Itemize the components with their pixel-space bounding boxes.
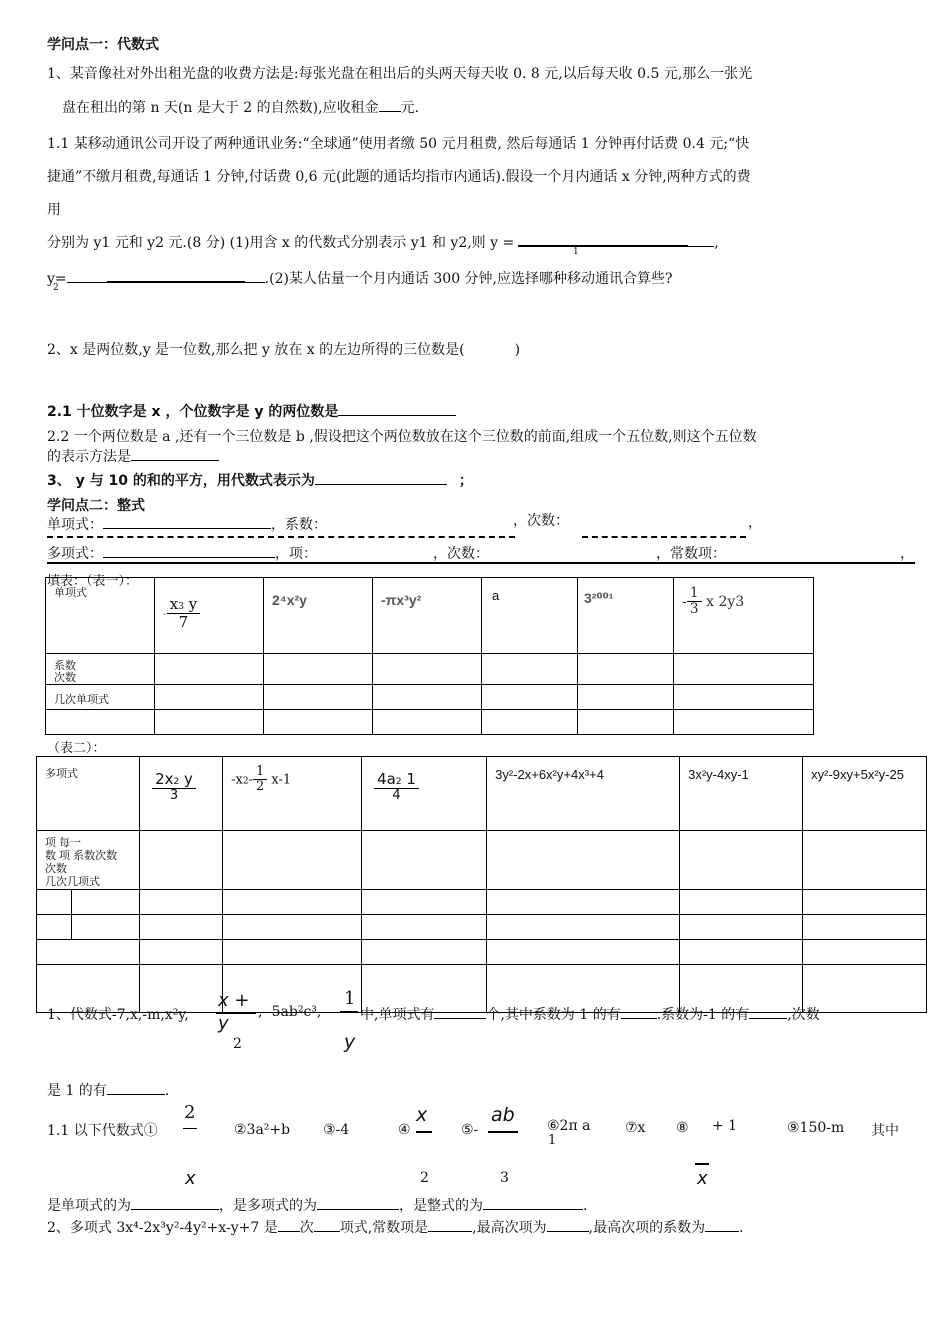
table-monomial xyxy=(45,577,814,735)
t2-blank-cell[interactable] xyxy=(223,940,362,965)
t2-blank-cell[interactable] xyxy=(362,890,487,915)
t2-blank-cell[interactable] xyxy=(487,915,680,940)
ex1-line1 xyxy=(47,1004,189,1024)
ex2-text-b: 次 xyxy=(299,1220,314,1236)
poly-blank[interactable] xyxy=(103,543,275,558)
t2-blank-cell[interactable] xyxy=(223,831,362,890)
q11-line3: 用 xyxy=(47,202,61,218)
t2-blank-cell xyxy=(37,915,72,940)
t2-blank-cell[interactable] xyxy=(487,831,680,890)
q21-text: 2.1 十位数字是 x ，个位数字是 y 的两位数是 xyxy=(47,404,339,420)
q22-line2 xyxy=(47,446,219,466)
t1-blank-cell[interactable] xyxy=(482,685,578,710)
poly-line xyxy=(47,543,317,563)
t2-blank-cell[interactable] xyxy=(362,915,487,940)
q22-blank[interactable] xyxy=(131,446,219,461)
t1-blank-cell[interactable] xyxy=(674,654,814,685)
y2-eq: = xyxy=(54,271,67,287)
t1-cell-6[interactable]: - $\frac{1}{3}$ x 2y3 xyxy=(674,578,814,654)
ex2-text-c: 项式,常数项是 xyxy=(339,1220,429,1236)
ex11-text-f2: 1 xyxy=(548,1133,557,1148)
ex11-text-k: 是单项式的为 xyxy=(47,1198,131,1214)
t1-blank-cell xyxy=(46,710,155,735)
ex11-frac4-num: x xyxy=(416,1104,428,1126)
ex11-blank-1[interactable] xyxy=(131,1195,219,1210)
t1-blank-cell[interactable] xyxy=(674,685,814,710)
t2-blank-cell[interactable] xyxy=(223,890,362,915)
ex2-blank-4[interactable] xyxy=(547,1217,589,1232)
ex11-frac5-bar xyxy=(488,1131,518,1133)
section1-title: 学问点一：代数式 xyxy=(47,37,159,53)
ex1-frac2-den: y xyxy=(344,1031,356,1053)
t2-blank-cell[interactable] xyxy=(803,965,927,1013)
section2-title: 学问点二：整式 xyxy=(47,498,145,514)
ex11-frac1-num: 2 xyxy=(184,1102,196,1123)
t1-blank-cell[interactable] xyxy=(578,654,674,685)
ex11-end: . xyxy=(583,1198,588,1214)
t2-blank-cell[interactable] xyxy=(487,890,680,915)
ex11-frac5-den: 3 xyxy=(500,1170,509,1186)
q2-text: 2、x 是两位数,y 是一位数,那么把 y 放在 x 的左边所得的三位数是( xyxy=(47,342,465,358)
ex11-text-g: ⑦x xyxy=(625,1120,646,1136)
t1-blank-cell[interactable] xyxy=(578,685,674,710)
t2-cell-6[interactable]: xy²-9xy+5x²y-25 xyxy=(803,757,927,831)
ex11-text-e: ⑤- xyxy=(461,1122,479,1138)
t1-cell-1[interactable]: - $\frac{x3 y}{7}$ xyxy=(155,578,264,654)
ex11-frac1-bar xyxy=(183,1128,197,1129)
t2-cell-1[interactable]: $\frac{2x2 y}{3}$ xyxy=(140,757,223,831)
t2-blank-cell[interactable] xyxy=(487,940,680,965)
t2-blank-cell[interactable] xyxy=(140,940,223,965)
ex11-text-a: 1.1 以下代数式① xyxy=(47,1123,158,1139)
t2-blank-cell[interactable] xyxy=(140,890,223,915)
ex1-end: . xyxy=(164,1083,170,1099)
q11-text2: .(2)某人估量一个月内通话 300 分钟,应选择哪种移动通讯合算些? xyxy=(264,271,673,287)
ex2-blank-2[interactable] xyxy=(314,1217,340,1232)
ex11-text-j: 其中 xyxy=(871,1123,899,1139)
ex11-text-i: ⑨150-m xyxy=(787,1120,845,1136)
q3-line xyxy=(47,470,473,490)
ex1-text-a: 1、代数式-7,x,-m,x²y, xyxy=(47,1007,189,1023)
t2-blank-cell[interactable] xyxy=(140,915,223,940)
t2-blank-cell[interactable] xyxy=(362,831,487,890)
t2-blank-cell xyxy=(72,915,140,940)
ex1-blank-4[interactable] xyxy=(107,1080,165,1095)
q21-line xyxy=(47,401,456,421)
ex11-blank-2[interactable] xyxy=(317,1195,399,1210)
ex1-frac-den: y xyxy=(218,1013,229,1034)
ex1-frac-num: x + xyxy=(218,990,250,1011)
ex1-text-b: , -5ab²c³, xyxy=(258,1004,322,1020)
q1-line1: 1、某音像社对外出租光盘的收费方法是:每张光盘在租出后的头两天每天收 0. 8 元,以后每天收 0.5 元,那么一张光 xyxy=(47,66,753,82)
ex11-blank-3[interactable] xyxy=(483,1195,583,1210)
t1-blank-cell[interactable] xyxy=(373,710,482,735)
ex2-end: . xyxy=(739,1220,744,1236)
t2-cell-3[interactable]: $\frac{4a2 1}{4}$ xyxy=(362,757,487,831)
ex1-text-d: 个,其中系数为 1 的有 xyxy=(486,1007,621,1023)
t1-cell-4[interactable]: a xyxy=(482,578,578,654)
ex11-frac4-bar xyxy=(416,1131,432,1133)
q22-line1: 2.2 一个两位数是 a ,还有一个三位数是 b ,假设把这个两位数放在这个三位数的前面,组成一个五位数,则这个五位数 xyxy=(47,429,757,445)
poly-deg-label: ，次数： xyxy=(433,545,489,561)
t2-blank-cell[interactable] xyxy=(803,940,927,965)
q11-text: 分别为 y1 元和 y2 元.(8 分) (1)用含 x 的代数式分别表示 y1 和 y2,则 y = xyxy=(47,235,515,251)
ex1-line2 xyxy=(47,1080,169,1100)
t1-cell-3[interactable]: -πx³y² xyxy=(373,578,482,654)
t1-blank-cell[interactable] xyxy=(674,710,814,735)
ex11-text-h: ⑧ xyxy=(676,1120,689,1136)
t1-blank-cell[interactable] xyxy=(373,654,482,685)
ex11-text-m: ，是整式的为 xyxy=(399,1198,483,1214)
ex11-frac1-den: x xyxy=(185,1168,196,1189)
t2-blank-cell[interactable] xyxy=(140,831,223,890)
table2-label: （表二）： xyxy=(47,740,106,755)
const-comma: ， xyxy=(900,545,914,561)
ex1-blank-1[interactable] xyxy=(434,1004,486,1019)
y1-blank[interactable] xyxy=(518,231,688,247)
coef-dashed-line xyxy=(47,536,515,538)
t1-blank-cell[interactable] xyxy=(482,710,578,735)
ex11-frac4-den: 2 xyxy=(420,1170,429,1186)
q2-end: ) xyxy=(514,342,521,358)
deg-comma: ， xyxy=(748,514,762,530)
const-label: ，常数项： xyxy=(656,545,726,561)
term-label: ，项： xyxy=(275,545,317,561)
q21-blank[interactable] xyxy=(338,401,456,416)
ex1-frac2-num: 1 xyxy=(344,988,356,1009)
ex11-text-l: ，是多项式的为 xyxy=(219,1198,317,1214)
y2-label: y xyxy=(47,271,55,287)
ex1-text-g: 是 1 的有 xyxy=(47,1083,107,1099)
ex1-frac-two: 2 xyxy=(233,1036,242,1052)
ex1-blank-2[interactable] xyxy=(621,1004,657,1019)
ex11-text-d: ④ xyxy=(398,1122,411,1138)
t2-blank-cell[interactable] xyxy=(680,915,803,940)
mono-line xyxy=(47,514,327,534)
t2-blank-cell[interactable] xyxy=(803,915,927,940)
t2-blank-cell xyxy=(37,890,72,915)
q1-blank[interactable] xyxy=(379,97,401,112)
t1-cell-5[interactable]: 3²⁰⁰¹ xyxy=(578,578,674,654)
t2-blank-cell xyxy=(37,940,140,965)
q3-end: ； xyxy=(458,473,473,489)
y2-blank-tail xyxy=(245,268,265,283)
q1-end: 元. xyxy=(400,100,420,116)
q1-line2 xyxy=(62,97,419,117)
deg-label: ，次数： xyxy=(513,512,569,528)
t2-blank-cell[interactable] xyxy=(680,890,803,915)
t2-blank-cell[interactable] xyxy=(362,940,487,965)
ex1-text-c: 中,单项式有 xyxy=(360,1007,435,1023)
ex11-text-b: ②3a²+b xyxy=(234,1122,291,1138)
mono-blank[interactable] xyxy=(103,514,271,529)
y1-subscript: 1 xyxy=(573,247,579,257)
q11-line2: 捷通”不缴月租费,每通话 1 分钟,付话费 0,6 元(此题的通话均指市内通话).假设一个月内通话 x 分钟,两种方式的费 xyxy=(47,169,751,185)
t1-blank-cell[interactable] xyxy=(578,710,674,735)
ex11-text-f: ⑥2π a xyxy=(547,1118,591,1134)
fill-label: 填表：（表一）： xyxy=(47,573,139,588)
ex11-h-den: x xyxy=(697,1168,708,1189)
q2-line xyxy=(47,339,520,359)
ex2-blank-3[interactable] xyxy=(428,1217,472,1232)
ex1-text-f: ,次数 xyxy=(787,1007,820,1023)
ex2-text-e: ,最高次项的系数为 xyxy=(588,1220,706,1236)
t1-blank-cell[interactable] xyxy=(482,654,578,685)
q11-line1: 1.1 某移动通讯公司开设了两种通讯业务:“全球通”使用者缴 50 元月租费, 然后每通话 1 分钟再付话费 0.4 元;“快 xyxy=(47,136,750,152)
y1-blank-tail xyxy=(688,232,714,247)
t2-header: 多项式 xyxy=(37,757,140,831)
t1-blank-cell[interactable] xyxy=(373,685,482,710)
q3-blank[interactable] xyxy=(315,470,447,485)
t1-cell-2[interactable]: 2⁴x²y xyxy=(264,578,373,654)
ex11-frac5-num: ab xyxy=(491,1104,515,1126)
ex1-frac2-bar xyxy=(340,1011,358,1012)
q22-text: 的表示方法是 xyxy=(47,449,131,465)
y2-subscript: 2 xyxy=(53,283,59,293)
t1-row-coef: 系数 次数 xyxy=(46,654,155,685)
t2-blank-cell[interactable] xyxy=(680,831,803,890)
t1-blank-cell[interactable] xyxy=(155,685,264,710)
ex11-line2 xyxy=(47,1195,587,1215)
poly-rule xyxy=(47,562,915,564)
table-polynomial xyxy=(36,756,927,1013)
ex11-text-c: ③-4 xyxy=(323,1122,350,1138)
t1-blank-cell[interactable] xyxy=(264,685,373,710)
q11-line4: 分别为 y1 元和 y2 元.(8 分) (1)用含 x 的代数式分别表示 y1 和 y2,则 y = , xyxy=(47,231,719,252)
t1-blank-cell[interactable] xyxy=(155,710,264,735)
t2-blank-cell[interactable] xyxy=(680,940,803,965)
t2-blank-cell[interactable] xyxy=(803,831,927,890)
ex1-blank-3[interactable] xyxy=(749,1004,787,1019)
q11-line5 xyxy=(47,267,673,288)
mono-label: 单项式： xyxy=(47,516,103,532)
t2-cell-4[interactable]: 3y²-2x+6x²y+4x³+4 xyxy=(487,757,680,831)
t1-blank-cell[interactable] xyxy=(155,654,264,685)
t1-blank-cell[interactable] xyxy=(264,654,373,685)
t1-row-type: 几次单项式 xyxy=(46,685,155,710)
coef-label: ，系数： xyxy=(271,516,327,532)
deg-dashed-line xyxy=(582,536,746,538)
ex2-text-a: 2、多项式 3x⁴-2x³y²-4y²+x-y+7 是 xyxy=(47,1220,278,1236)
t1-blank-cell[interactable] xyxy=(264,710,373,735)
t2-blank-cell xyxy=(72,890,140,915)
t2-cell-2[interactable]: -x2- $\frac{1}{2}$ x-1 xyxy=(223,757,362,831)
ex11-h-bar xyxy=(695,1163,709,1165)
ex2-text-d: ,最高次项为 xyxy=(472,1220,547,1236)
t2-blank-cell[interactable] xyxy=(803,890,927,915)
t1-header: 单项式 xyxy=(46,578,155,654)
ex2-blank-5[interactable] xyxy=(705,1217,739,1232)
t2-cell-5[interactable]: 3x²y-4xy-1 xyxy=(680,757,803,831)
q3-text: 3、 y 与 10 的和的平方，用代数式表示为 xyxy=(47,473,315,489)
ex1-line1-rest xyxy=(360,1004,820,1024)
ex2-line xyxy=(47,1217,744,1237)
y2-blank[interactable] xyxy=(107,267,245,283)
t2-blank-cell[interactable] xyxy=(223,915,362,940)
q1-text: 盘在租出的第 n 天(n 是大于 2 的自然数),应收租金 xyxy=(62,100,379,116)
poly-label: 多项式： xyxy=(47,545,103,561)
t2-row-label: 项 每一 数 项 系数次数 次数 几次几项式 xyxy=(37,831,140,890)
ex2-blank-1[interactable] xyxy=(278,1217,300,1232)
ex1-text-e: .系数为-1 的有 xyxy=(656,1007,750,1023)
ex11-h-plus: + 1 xyxy=(712,1118,738,1134)
y2-blank-lead xyxy=(67,268,107,283)
